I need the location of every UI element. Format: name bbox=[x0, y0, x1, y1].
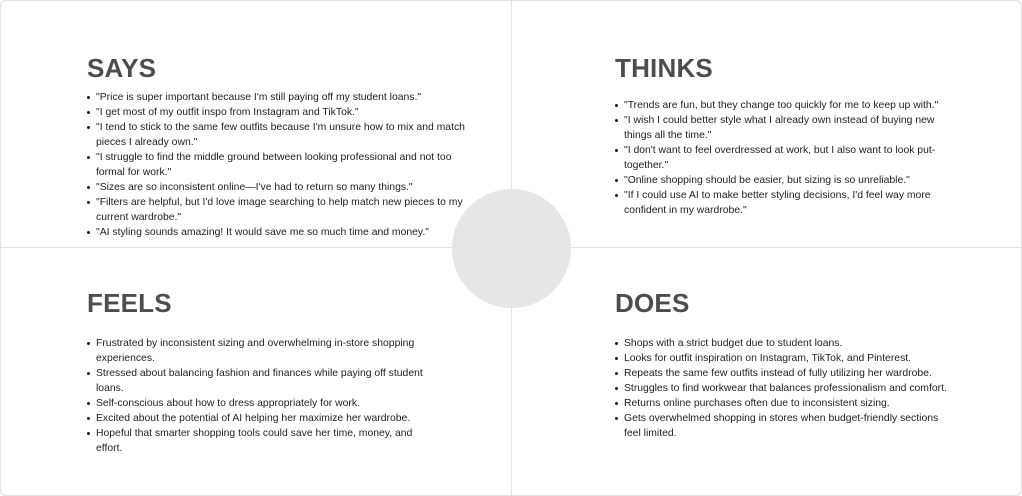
thinks-item: "Online shopping should be easier, but sizing is so unreliable." bbox=[615, 173, 955, 188]
does-item: Struggles to find workwear that balances professionalism and comfort. bbox=[615, 381, 955, 396]
thinks-title: THINKS bbox=[615, 53, 713, 83]
does-quadrant bbox=[615, 288, 955, 441]
feels-list bbox=[87, 336, 432, 456]
feels-item: Excited about the potential of AI helping her maximize her wardrobe. bbox=[87, 411, 432, 426]
thinks-quadrant bbox=[615, 53, 955, 218]
says-quadrant bbox=[87, 53, 482, 240]
does-list bbox=[615, 336, 955, 441]
does-item: Returns online purchases often due to inconsistent sizing. bbox=[615, 396, 955, 411]
feels-quadrant bbox=[87, 288, 432, 456]
does-item: Looks for outfit inspiration on Instagram, TikTok, and Pinterest. bbox=[615, 351, 955, 366]
feels-title: FEELS bbox=[87, 288, 172, 318]
says-item: "I get most of my outfit inspo from Instagram and TikTok." bbox=[87, 105, 482, 120]
does-item: Shops with a strict budget due to student loans. bbox=[615, 336, 955, 351]
says-item: "AI styling sounds amazing! It would save me so much time and money." bbox=[87, 225, 482, 240]
says-item: "Filters are helpful, but I'd love image searching to help match new pieces to my current wardrobe." bbox=[87, 195, 482, 225]
says-item: "Sizes are so inconsistent online—I've had to return so many things." bbox=[87, 180, 482, 195]
says-title: SAYS bbox=[87, 53, 157, 83]
feels-item: Frustrated by inconsistent sizing and overwhelming in-store shopping experiences. bbox=[87, 336, 432, 366]
feels-item: Hopeful that smarter shopping tools could save her time, money, and effort. bbox=[87, 426, 432, 456]
thinks-item: "I don't want to feel overdressed at work, but I also want to look put-together." bbox=[615, 143, 955, 173]
does-item: Gets overwhelmed shopping in stores when budget-friendly sections feel limited. bbox=[615, 411, 955, 441]
thinks-item: "If I could use AI to make better styling decisions, I'd feel way more confident in my wardrobe." bbox=[615, 188, 955, 218]
says-list bbox=[87, 90, 482, 240]
thinks-item: "I wish I could better style what I already own instead of buying new things all the time." bbox=[615, 113, 955, 143]
does-title: DOES bbox=[615, 288, 690, 318]
says-item: "I struggle to find the middle ground between looking professional and not too formal for work." bbox=[87, 150, 482, 180]
feels-item: Self-conscious about how to dress appropriately for work. bbox=[87, 396, 432, 411]
thinks-item: "Trends are fun, but they change too quickly for me to keep up with." bbox=[615, 98, 955, 113]
says-item: "Price is super important because I'm still paying off my student loans." bbox=[87, 90, 482, 105]
says-item: "I tend to stick to the same few outfits because I'm unsure how to mix and match pieces I already own." bbox=[87, 120, 482, 150]
does-item: Repeats the same few outfits instead of fully utilizing her wardrobe. bbox=[615, 366, 955, 381]
thinks-list bbox=[615, 98, 955, 218]
feels-item: Stressed about balancing fashion and finances while paying off student loans. bbox=[87, 366, 432, 396]
